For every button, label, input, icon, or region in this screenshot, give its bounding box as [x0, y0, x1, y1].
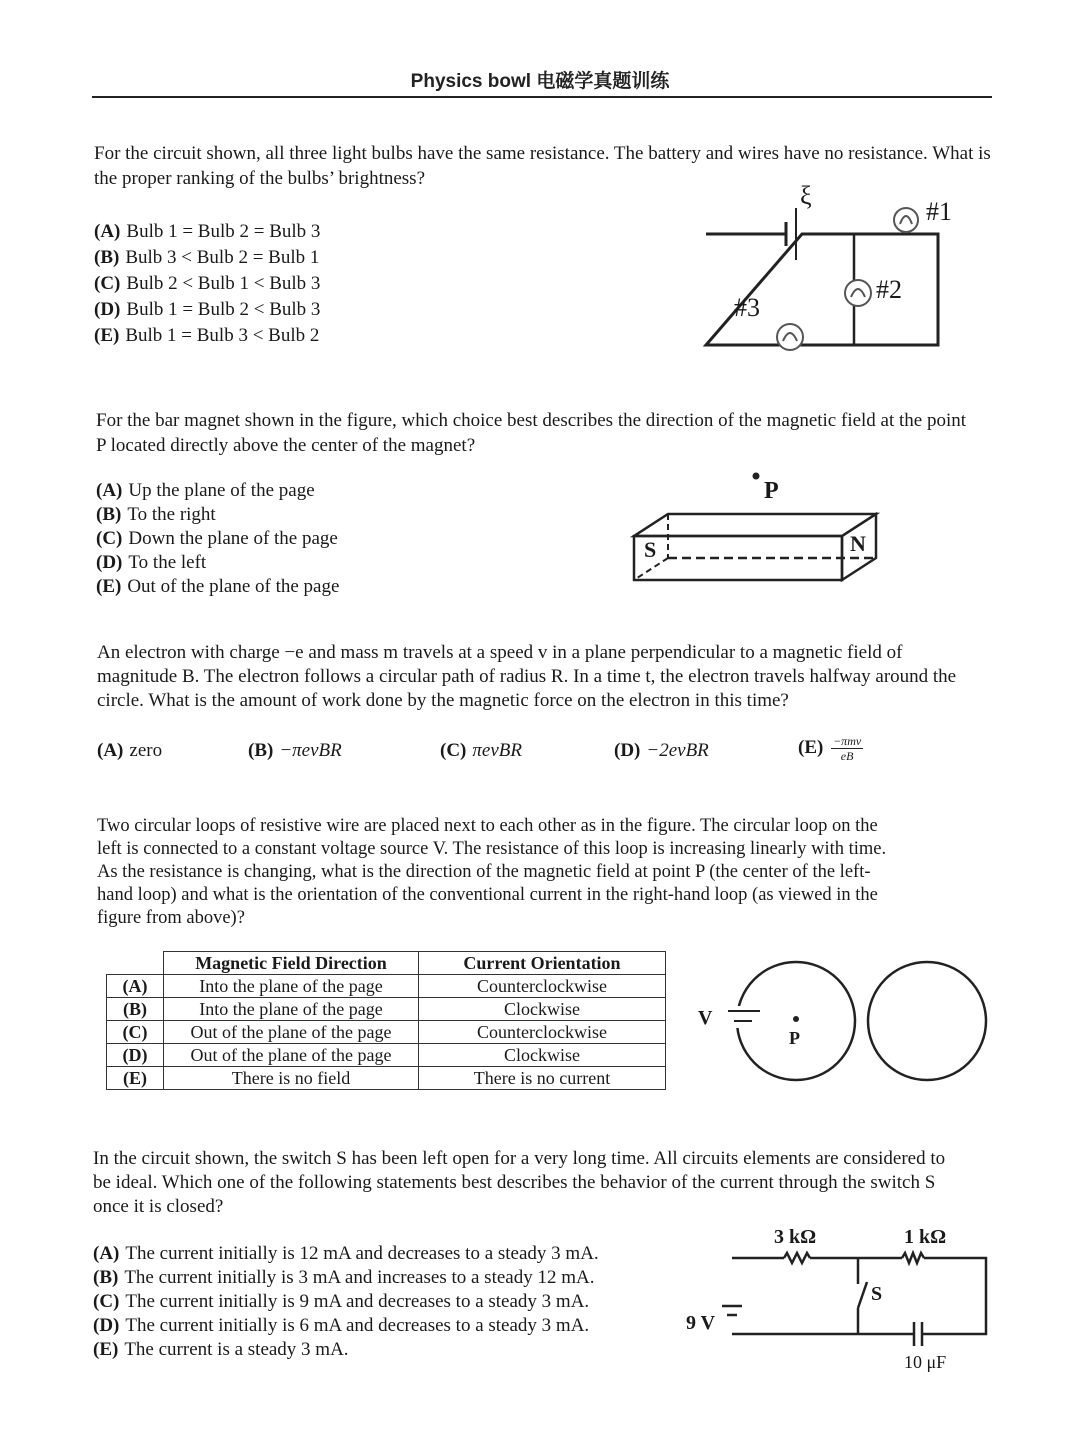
q2-choice-a: (A) Up the plane of the page	[96, 480, 315, 501]
q4-answer-table	[106, 951, 666, 1090]
point-p-dot	[753, 473, 760, 480]
south-pole-label: S	[644, 537, 657, 562]
q4-header-current: Current Orientation	[419, 952, 666, 975]
point-p-label: P	[764, 478, 779, 504]
table-row: (B) Into the plane of the page Clockwise	[107, 998, 666, 1021]
q1-choice-d: (D) Bulb 1 = Bulb 2 < Bulb 3	[94, 299, 321, 320]
table-row: (A) Into the plane of the page Counterclockwise	[107, 975, 666, 998]
q2-choice-c: (C) Down the plane of the page	[96, 528, 338, 549]
switch-icon	[858, 1282, 867, 1308]
q3-choice-a: (A) zero	[97, 740, 163, 761]
q2-choices	[96, 479, 339, 599]
q4-stem: Two circular loops of resistive wire are placed next to each other as in the figure. The circular loop on the left is connected to a constant voltage source V. The resistance of this loop is increasing linearly with time. As the resistance is changing, what is the direction of the magnetic field at point P (the center of the left-hand loop) and what is the orientation of the conventional current in the right-hand loop (as viewed in the figure from above)?	[97, 816, 887, 928]
q3-choice-c: (C) πevBR	[440, 740, 522, 761]
q4-table-header	[107, 952, 666, 975]
q1-circuit-figure	[690, 178, 980, 368]
resistor-1k-label: 1 kΩ	[904, 1226, 947, 1248]
bulb-1-label: #1	[926, 197, 952, 226]
q3-choice-e-fraction: $\frac{\text{−πmv}}{eB}$	[833, 734, 862, 763]
capacitor-label: 10 μF	[904, 1352, 947, 1372]
q5-choice-a: (A) The current initially is 12 mA and decreases to a steady 3 mA.	[93, 1243, 599, 1264]
battery-label: 9 V	[686, 1312, 716, 1334]
q2-choice-e: (E) Out of the plane of the page	[96, 576, 340, 597]
resistor-1k-icon	[902, 1253, 924, 1263]
bulb-2-icon	[845, 280, 871, 306]
table-row: (C) Out of the plane of the page Counterclockwise	[107, 1021, 666, 1044]
q2-choice-b: (B) To the right	[96, 504, 216, 525]
q3-stem: An electron with charge −e and mass m travels at a speed v in a plane perpendicular to a magnetic field of magnitude B. The electron follows a circular path of radius R. In a time t, the electron travels halfway around the circle. What is the amount of work done by the magnetic force on the electron in this time?	[97, 642, 957, 711]
switch-label: S	[871, 1283, 883, 1305]
page-header: Physics bowl 电磁学真题训练	[410, 71, 670, 92]
right-loop	[868, 962, 986, 1080]
q1-choices	[94, 219, 320, 349]
q5-choice-c: (C) The current initially is 9 mA and decreases to a steady 3 mA.	[93, 1291, 590, 1312]
q5-choice-b: (B) The current initially is 3 mA and increases to a steady 12 mA.	[93, 1267, 595, 1288]
table-row: (E) There is no field There is no current	[107, 1067, 666, 1090]
q1-choice-c: (C) Bulb 2 < Bulb 1 < Bulb 3	[94, 273, 321, 294]
resistor-3k-icon	[784, 1253, 810, 1263]
resistor-3k-label: 3 kΩ	[774, 1226, 817, 1248]
q5-choice-d: (D) The current initially is 6 mA and decreases to a steady 3 mA.	[93, 1315, 590, 1336]
bulb-2-label: #2	[876, 275, 902, 304]
q5-choices	[93, 1242, 599, 1362]
q1-choice-a: (A) Bulb 1 = Bulb 2 = Bulb 3	[94, 221, 321, 242]
bulb-3-label: #3	[734, 293, 760, 322]
q2-stem: For the bar magnet shown in the figure, which choice best describes the direction of the magnetic field at the point P located directly above the center of the magnet?	[96, 410, 967, 456]
table-row: (D) Out of the plane of the page Clockwise	[107, 1044, 666, 1067]
point-p-dot	[793, 1016, 799, 1022]
q4-header-field: Magnetic Field Direction	[164, 952, 419, 975]
emf-label: ξ	[800, 181, 812, 210]
q5-stem: In the circuit shown, the switch S has been left open for a very long time. All circuits elements are considered to be ideal. Which one of the following statements best describes the behavior of the current through the switch S once it is closed?	[93, 1148, 946, 1217]
header-rule	[92, 96, 992, 98]
q1-choice-b: (B) Bulb 3 < Bulb 2 = Bulb 1	[94, 247, 320, 268]
q3-choice-b: (B) −πevBR	[248, 740, 342, 761]
q3-choice-e: (E) $\frac{\text{−πmv}}{eB}$	[798, 734, 862, 763]
q3-choice-d: (D) −2evBR	[614, 740, 709, 761]
q1-stem: For the circuit shown, all three light bulbs have the same resistance. The battery and wires have no resistance. What is the proper ranking of the bulbs’ brightness?	[94, 143, 991, 189]
point-p-label: P	[789, 1028, 800, 1048]
q1-choice-e: (E) Bulb 1 = Bulb 3 < Bulb 2	[94, 325, 320, 346]
voltage-source-label: V	[698, 1007, 713, 1029]
q5-choice-e: (E) The current is a steady 3 mA.	[93, 1339, 349, 1360]
q4-loops-figure	[690, 958, 990, 1084]
q5-rc-circuit-figure	[684, 1220, 994, 1370]
q2-choice-d: (D) To the left	[96, 552, 207, 573]
bulb-3-icon	[777, 324, 803, 350]
north-pole-label: N	[850, 531, 866, 556]
bulb-1-icon	[894, 208, 918, 232]
q2-bar-magnet-figure	[630, 466, 890, 590]
